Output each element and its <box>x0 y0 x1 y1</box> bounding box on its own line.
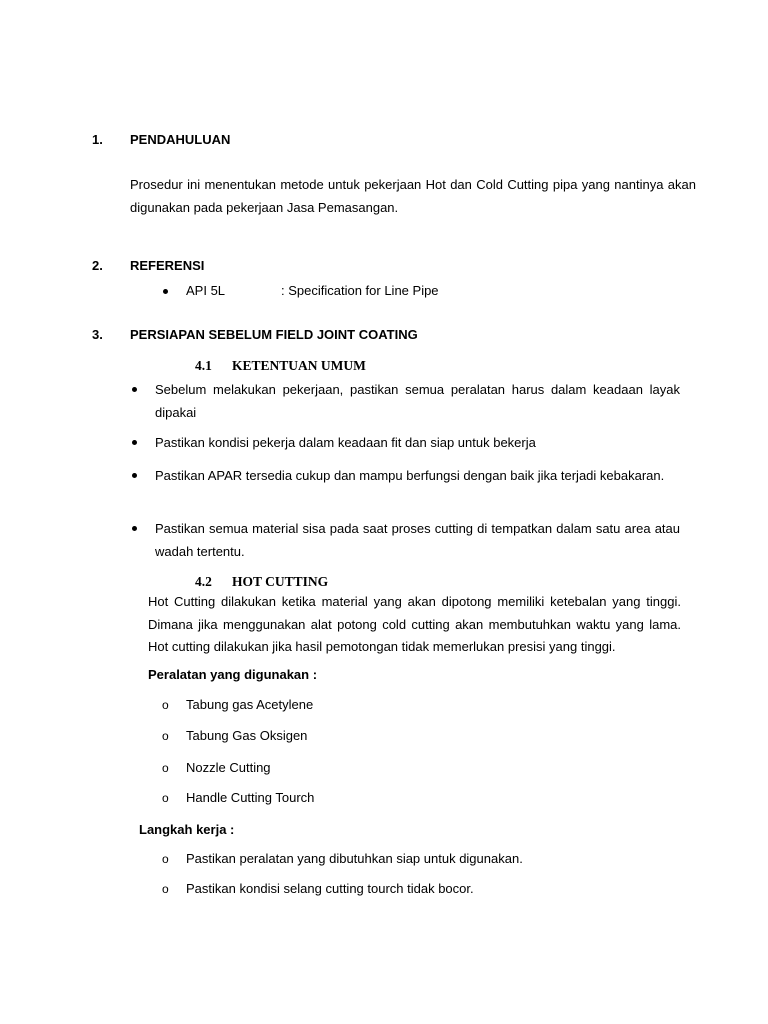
subsection-4-2-title: HOT CUTTING <box>232 574 329 589</box>
section-3-title: PERSIAPAN SEBELUM FIELD JOINT COATING <box>130 327 418 342</box>
section-2-title: REFERENSI <box>130 258 205 273</box>
reference-code: API 5L <box>186 283 226 298</box>
general-item: Sebelum melakukan pekerjaan, pastikan semua peralatan harus dalam keadaan layak dipakai <box>155 382 680 420</box>
tool-item: Tabung gas Acetylene <box>186 697 314 712</box>
step-item: Pastikan kondisi selang cutting tourch tidak bocor. <box>186 881 474 896</box>
tools-label: Peralatan yang digunakan : <box>148 667 318 682</box>
circle-bullet-icon: o <box>162 791 169 805</box>
circle-bullet-icon: o <box>162 729 169 743</box>
bullet-icon <box>132 387 137 392</box>
tool-item: Nozzle Cutting <box>186 760 271 775</box>
subsection-4-2-number: 4.2 <box>195 574 212 589</box>
bullet-icon <box>132 440 137 445</box>
section-2-number: 2. <box>92 258 103 273</box>
section-1-number: 1. <box>92 132 103 147</box>
bullet-icon <box>163 289 168 294</box>
reference-description: : Specification for Line Pipe <box>281 283 439 298</box>
tool-item: Handle Cutting Tourch <box>186 790 315 805</box>
circle-bullet-icon: o <box>162 698 169 712</box>
bullet-icon <box>132 526 137 531</box>
general-item: Pastikan kondisi pekerja dalam keadaan fit dan siap untuk bekerja <box>155 435 536 450</box>
subsection-4-1-number: 4.1 <box>195 358 212 373</box>
circle-bullet-icon: o <box>162 761 169 775</box>
hot-cutting-paragraph: Hot Cutting dilakukan ketika material yang akan dipotong memiliki ketebalan yang tinggi. Dimana jika menggunakan alat potong cold cutting akan membutuhkan waktu yang lama. Hot cutting dilakukan jika hasil pemotongan tidak memerlukan presisi yang tinggi. <box>148 594 681 654</box>
steps-label: Langkah kerja : <box>139 822 235 837</box>
section-3-number: 3. <box>92 327 103 342</box>
section-1-paragraph: Prosedur ini menentukan metode untuk pekerjaan Hot dan Cold Cutting pipa yang nantinya akan digunakan pada pekerjaan Jasa Pemasangan. <box>130 177 696 215</box>
circle-bullet-icon: o <box>162 882 169 896</box>
subsection-4-1-title: KETENTUAN UMUM <box>232 358 366 373</box>
general-item: Pastikan APAR tersedia cukup dan mampu berfungsi dengan baik jika terjadi kebakaran. <box>155 468 665 483</box>
circle-bullet-icon: o <box>162 852 169 866</box>
general-item: Pastikan semua material sisa pada saat proses cutting di tempatkan dalam satu area atau wadah tertentu. <box>155 521 680 559</box>
tool-item: Tabung Gas Oksigen <box>186 728 308 743</box>
bullet-icon <box>132 473 137 478</box>
section-1-title: PENDAHULUAN <box>130 132 231 147</box>
step-item: Pastikan peralatan yang dibutuhkan siap untuk digunakan. <box>186 851 523 866</box>
